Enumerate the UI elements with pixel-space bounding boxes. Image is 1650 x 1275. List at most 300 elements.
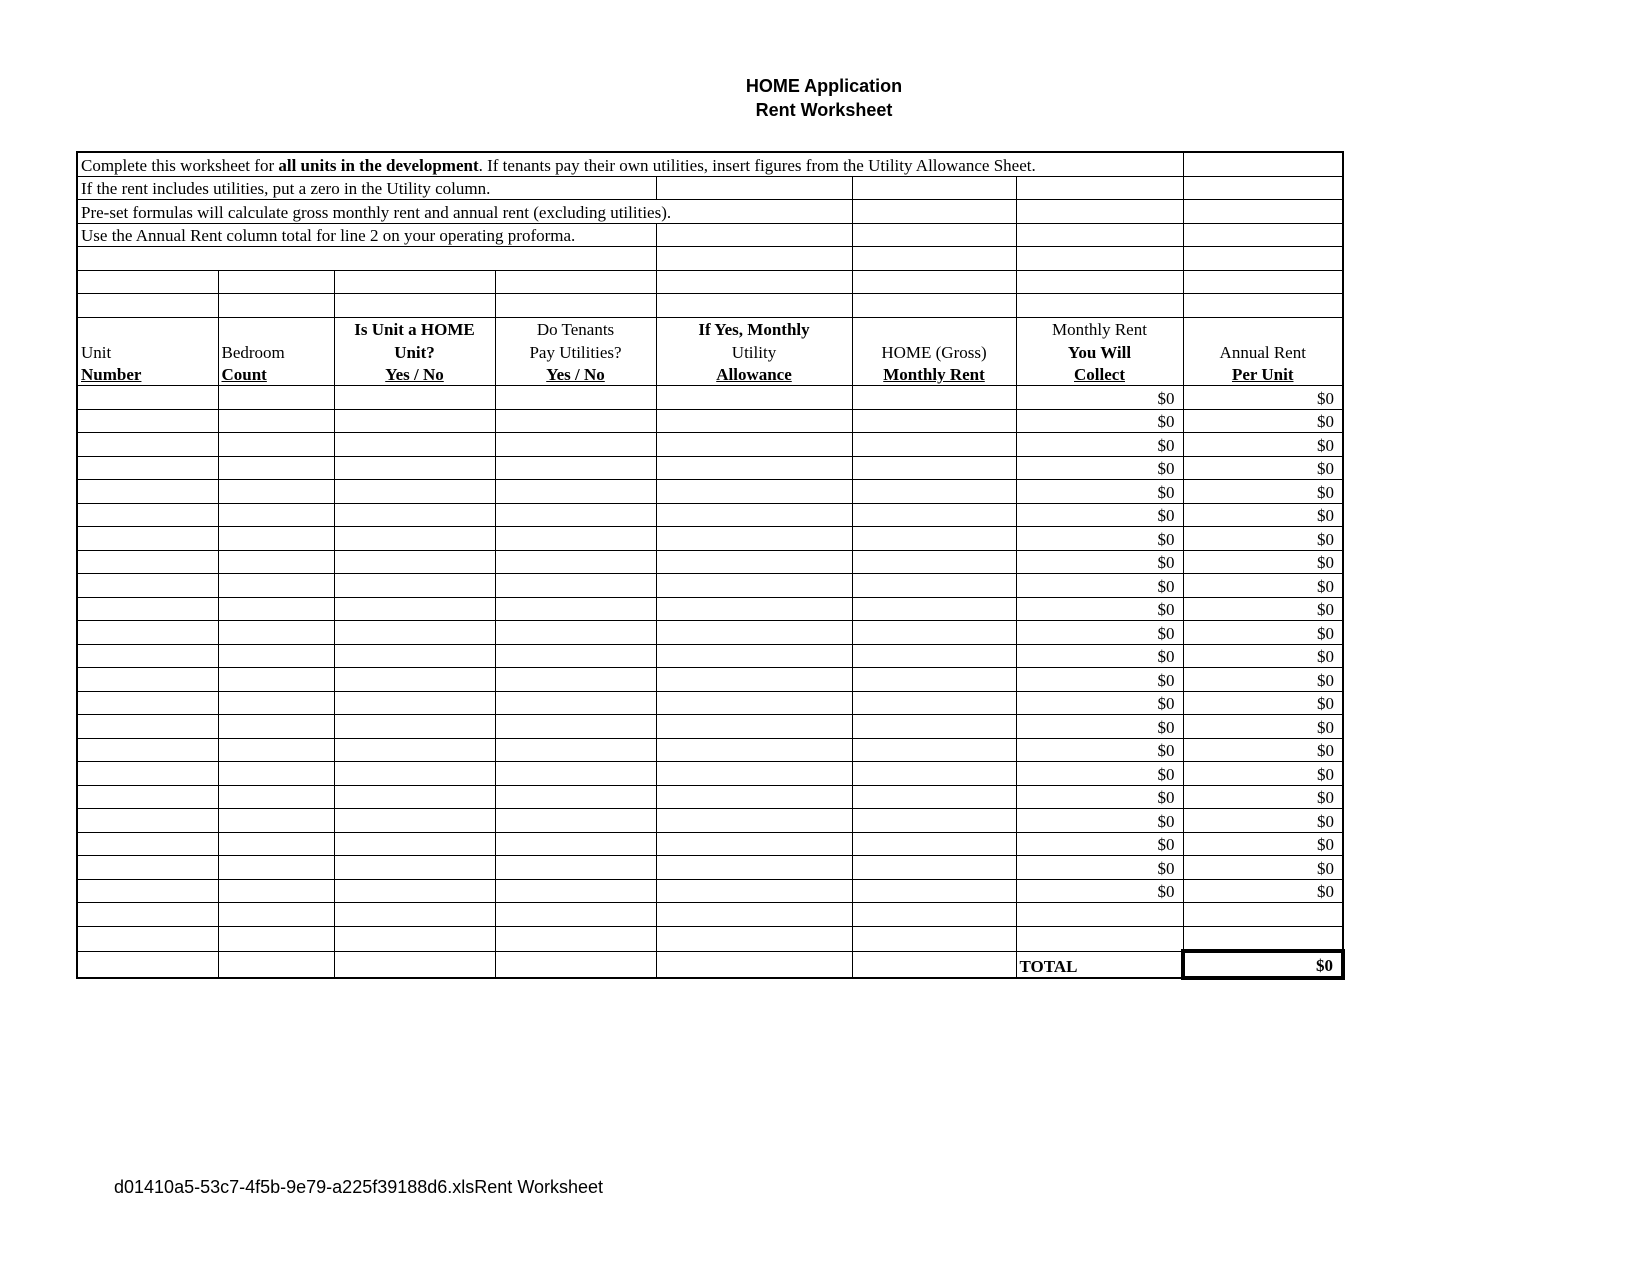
input-cell[interactable]	[852, 762, 1016, 786]
table-row	[77, 433, 1343, 457]
input-cell[interactable]	[77, 503, 218, 527]
cell[interactable]	[77, 951, 218, 978]
cell[interactable]	[656, 951, 852, 978]
annual-value: $0	[1183, 527, 1343, 551]
input-cell[interactable]	[334, 644, 495, 668]
unit-header-2: Number	[77, 363, 218, 386]
collect-value: $0	[1016, 738, 1183, 762]
cell[interactable]	[1183, 926, 1343, 951]
table-row	[77, 597, 1343, 621]
cell[interactable]	[1016, 200, 1183, 224]
total-label: TOTAL	[1016, 951, 1183, 978]
input-cell[interactable]	[495, 668, 656, 692]
table-row	[77, 809, 1343, 833]
input-cell[interactable]	[334, 832, 495, 856]
input-cell[interactable]	[77, 832, 218, 856]
table-row	[77, 527, 1343, 551]
input-cell[interactable]	[77, 668, 218, 692]
collect-value: $0	[1016, 433, 1183, 457]
header-cell	[77, 317, 218, 340]
input-cell[interactable]	[334, 574, 495, 598]
input-cell[interactable]	[656, 386, 852, 410]
cell[interactable]	[1016, 176, 1183, 200]
input-cell[interactable]	[495, 644, 656, 668]
annual-value: $0	[1183, 503, 1343, 527]
input-cell[interactable]	[77, 785, 218, 809]
spacer-row	[77, 294, 1343, 318]
input-cell[interactable]	[656, 832, 852, 856]
input-cell[interactable]	[495, 809, 656, 833]
spacer-row	[77, 247, 1343, 271]
input-cell[interactable]	[218, 480, 334, 504]
input-cell[interactable]	[77, 456, 218, 480]
input-cell[interactable]	[656, 597, 852, 621]
input-cell[interactable]	[218, 574, 334, 598]
table-row	[77, 456, 1343, 480]
input-cell[interactable]	[77, 879, 218, 903]
input-cell[interactable]	[495, 480, 656, 504]
input-cell[interactable]	[334, 409, 495, 433]
input-cell[interactable]	[218, 456, 334, 480]
input-cell[interactable]	[852, 433, 1016, 457]
cell[interactable]	[1183, 152, 1343, 176]
allowance-header-3: Allowance	[656, 363, 852, 386]
input-cell[interactable]	[852, 738, 1016, 762]
gross-header-2: Monthly Rent	[852, 363, 1016, 386]
input-cell[interactable]	[495, 550, 656, 574]
input-cell[interactable]	[218, 879, 334, 903]
input-cell[interactable]	[495, 433, 656, 457]
input-cell[interactable]	[495, 738, 656, 762]
input-cell[interactable]	[334, 785, 495, 809]
input-cell[interactable]	[656, 738, 852, 762]
input-cell[interactable]	[218, 715, 334, 739]
input-cell[interactable]	[495, 715, 656, 739]
cell[interactable]	[1183, 176, 1343, 200]
header-cell	[852, 317, 1016, 340]
header-cell	[1183, 317, 1343, 340]
input-cell[interactable]	[334, 809, 495, 833]
input-cell[interactable]	[218, 503, 334, 527]
input-cell[interactable]	[656, 668, 852, 692]
annual-value: $0	[1183, 668, 1343, 692]
table-row	[77, 668, 1343, 692]
annual-value: $0	[1183, 691, 1343, 715]
cell[interactable]	[218, 926, 334, 951]
annual-value: $0	[1183, 480, 1343, 504]
input-cell[interactable]	[77, 597, 218, 621]
cell[interactable]	[334, 903, 495, 927]
annual-value: $0	[1183, 409, 1343, 433]
cell[interactable]	[1016, 223, 1183, 247]
spacer-row	[77, 926, 1343, 951]
collect-value: $0	[1016, 503, 1183, 527]
annual-value: $0	[1183, 738, 1343, 762]
cell[interactable]	[334, 270, 495, 294]
allowance-header-1: If Yes, Monthly	[656, 317, 852, 340]
input-cell[interactable]	[218, 597, 334, 621]
input-cell[interactable]	[656, 856, 852, 880]
cell[interactable]	[852, 926, 1016, 951]
cell[interactable]	[1016, 926, 1183, 951]
input-cell[interactable]	[656, 621, 852, 645]
annual-value: $0	[1183, 597, 1343, 621]
input-cell[interactable]	[77, 644, 218, 668]
page-title	[0, 74, 1650, 122]
annual-value: $0	[1183, 644, 1343, 668]
home-unit-header-3: Yes / No	[334, 363, 495, 386]
cell[interactable]	[852, 223, 1016, 247]
input-cell[interactable]	[495, 856, 656, 880]
input-cell[interactable]	[334, 527, 495, 551]
table-row	[77, 738, 1343, 762]
collect-value: $0	[1016, 621, 1183, 645]
cell[interactable]	[1016, 270, 1183, 294]
cell[interactable]	[1016, 903, 1183, 927]
input-cell[interactable]	[852, 480, 1016, 504]
input-cell[interactable]	[495, 409, 656, 433]
input-cell[interactable]	[334, 480, 495, 504]
cell[interactable]	[852, 270, 1016, 294]
cell[interactable]	[495, 294, 656, 318]
input-cell[interactable]	[656, 456, 852, 480]
annual-value: $0	[1183, 456, 1343, 480]
input-cell[interactable]	[495, 879, 656, 903]
input-cell[interactable]	[218, 762, 334, 786]
input-cell[interactable]	[495, 386, 656, 410]
instruction-line-4: Use the Annual Rent column total for line 2 on your operating proforma.	[77, 223, 656, 247]
home-unit-header-1: Is Unit a HOME	[334, 317, 495, 340]
annual-header-2: Per Unit	[1183, 363, 1343, 386]
input-cell[interactable]	[852, 386, 1016, 410]
input-cell[interactable]	[656, 691, 852, 715]
table-row	[77, 644, 1343, 668]
header-row-1	[77, 317, 1343, 340]
collect-value: $0	[1016, 715, 1183, 739]
table-row	[77, 715, 1343, 739]
table-row	[77, 832, 1343, 856]
title-line-2: Rent Worksheet	[755, 100, 893, 120]
annual-value: $0	[1183, 386, 1343, 410]
input-cell[interactable]	[656, 433, 852, 457]
input-cell[interactable]	[495, 456, 656, 480]
input-cell[interactable]	[218, 809, 334, 833]
annual-value: $0	[1183, 550, 1343, 574]
input-cell[interactable]	[77, 433, 218, 457]
cell[interactable]	[495, 926, 656, 951]
input-cell[interactable]	[656, 785, 852, 809]
collect-value: $0	[1016, 409, 1183, 433]
table-row	[77, 879, 1343, 903]
input-cell[interactable]	[77, 738, 218, 762]
header-row-3	[77, 363, 1343, 386]
input-cell[interactable]	[334, 668, 495, 692]
input-cell[interactable]	[77, 856, 218, 880]
cell[interactable]	[1183, 270, 1343, 294]
table-row	[77, 762, 1343, 786]
collect-value: $0	[1016, 762, 1183, 786]
table-row	[77, 691, 1343, 715]
collect-value: $0	[1016, 668, 1183, 692]
collect-value: $0	[1016, 480, 1183, 504]
input-cell[interactable]	[77, 480, 218, 504]
input-cell[interactable]	[656, 480, 852, 504]
input-cell[interactable]	[334, 691, 495, 715]
cell[interactable]	[852, 903, 1016, 927]
input-cell[interactable]	[334, 386, 495, 410]
annual-value: $0	[1183, 856, 1343, 880]
input-cell[interactable]	[218, 785, 334, 809]
table-row	[77, 409, 1343, 433]
cell[interactable]	[77, 926, 218, 951]
unit-header-1: Unit	[77, 340, 218, 363]
collect-header-2: You Will	[1016, 340, 1183, 363]
annual-value: $0	[1183, 574, 1343, 598]
instruction-line-3: Pre-set formulas will calculate gross monthly rent and annual rent (excluding utilities).	[77, 200, 852, 224]
input-cell[interactable]	[852, 621, 1016, 645]
collect-value: $0	[1016, 691, 1183, 715]
input-cell[interactable]	[852, 668, 1016, 692]
input-cell[interactable]	[852, 832, 1016, 856]
cell[interactable]	[334, 926, 495, 951]
home-unit-header-2: Unit?	[334, 340, 495, 363]
instruction-row-1	[77, 152, 1343, 176]
cell[interactable]	[656, 926, 852, 951]
input-cell[interactable]	[77, 527, 218, 551]
input-cell[interactable]	[218, 738, 334, 762]
header-row-2	[77, 340, 1343, 363]
table-row	[77, 574, 1343, 598]
input-cell[interactable]	[218, 644, 334, 668]
annual-value: $0	[1183, 433, 1343, 457]
input-cell[interactable]	[218, 527, 334, 551]
total-row	[77, 951, 1343, 978]
input-cell[interactable]	[495, 621, 656, 645]
cell[interactable]	[495, 270, 656, 294]
input-cell[interactable]	[852, 691, 1016, 715]
input-cell[interactable]	[656, 644, 852, 668]
input-cell[interactable]	[495, 597, 656, 621]
spacer-row	[77, 903, 1343, 927]
title-line-1: HOME Application	[745, 76, 903, 96]
input-cell[interactable]	[334, 456, 495, 480]
input-cell[interactable]	[334, 856, 495, 880]
input-cell[interactable]	[656, 527, 852, 551]
annual-header-1: Annual Rent	[1183, 340, 1343, 363]
cell[interactable]	[656, 270, 852, 294]
input-cell[interactable]	[77, 574, 218, 598]
cell[interactable]	[1183, 903, 1343, 927]
input-cell[interactable]	[852, 715, 1016, 739]
collect-value: $0	[1016, 856, 1183, 880]
collect-value: $0	[1016, 644, 1183, 668]
annual-value: $0	[1183, 715, 1343, 739]
collect-value: $0	[1016, 527, 1183, 551]
collect-value: $0	[1016, 456, 1183, 480]
instruction-line-1: Complete this worksheet for all units in the development. If tenants pay their own utilities, insert figures from the Utility Allowance Sheet.	[77, 152, 1183, 176]
cell[interactable]	[656, 176, 852, 200]
cell[interactable]	[218, 294, 334, 318]
input-cell[interactable]	[77, 550, 218, 574]
bedroom-header-1: Bedroom	[218, 340, 334, 363]
collect-header-3: Collect	[1016, 363, 1183, 386]
input-cell[interactable]	[852, 574, 1016, 598]
input-cell[interactable]	[77, 809, 218, 833]
input-cell[interactable]	[495, 503, 656, 527]
input-cell[interactable]	[656, 879, 852, 903]
cell[interactable]	[852, 176, 1016, 200]
input-cell[interactable]	[218, 856, 334, 880]
total-value: $0	[1183, 951, 1343, 978]
instruction-row-3	[77, 200, 1343, 224]
collect-value: $0	[1016, 574, 1183, 598]
collect-value: $0	[1016, 809, 1183, 833]
cell[interactable]	[852, 200, 1016, 224]
input-cell[interactable]	[77, 691, 218, 715]
annual-value: $0	[1183, 809, 1343, 833]
input-cell[interactable]	[656, 503, 852, 527]
header-cell	[218, 317, 334, 340]
input-cell[interactable]	[656, 574, 852, 598]
input-cell[interactable]	[656, 762, 852, 786]
input-cell[interactable]	[218, 433, 334, 457]
input-cell[interactable]	[495, 691, 656, 715]
input-cell[interactable]	[334, 715, 495, 739]
input-cell[interactable]	[334, 762, 495, 786]
input-cell[interactable]	[334, 621, 495, 645]
input-cell[interactable]	[495, 832, 656, 856]
input-cell[interactable]	[334, 503, 495, 527]
cell[interactable]	[77, 247, 656, 271]
input-cell[interactable]	[218, 691, 334, 715]
cell[interactable]	[1016, 247, 1183, 271]
input-cell[interactable]	[852, 597, 1016, 621]
input-cell[interactable]	[218, 386, 334, 410]
annual-value: $0	[1183, 621, 1343, 645]
cell[interactable]	[852, 247, 1016, 271]
cell[interactable]	[495, 903, 656, 927]
cell[interactable]	[1183, 294, 1343, 318]
input-cell[interactable]	[656, 715, 852, 739]
input-cell[interactable]	[218, 668, 334, 692]
input-cell[interactable]	[852, 456, 1016, 480]
collect-value: $0	[1016, 879, 1183, 903]
cell[interactable]	[852, 294, 1016, 318]
cell[interactable]	[656, 903, 852, 927]
footer-filename: d01410a5-53c7-4f5b-9e79-a225f39188d6.xlsRent Worksheet	[114, 1177, 604, 1197]
cell[interactable]	[218, 903, 334, 927]
cell[interactable]	[1016, 294, 1183, 318]
collect-header-1: Monthly Rent	[1016, 317, 1183, 340]
cell[interactable]	[852, 951, 1016, 978]
input-cell[interactable]	[852, 550, 1016, 574]
utilities-header-1: Do Tenants	[495, 317, 656, 340]
input-cell[interactable]	[852, 809, 1016, 833]
input-cell[interactable]	[334, 550, 495, 574]
cell[interactable]	[77, 294, 218, 318]
input-cell[interactable]	[334, 433, 495, 457]
input-cell[interactable]	[334, 879, 495, 903]
input-cell[interactable]	[656, 809, 852, 833]
table-row	[77, 621, 1343, 645]
input-cell[interactable]	[218, 621, 334, 645]
table-row	[77, 503, 1343, 527]
annual-value: $0	[1183, 832, 1343, 856]
annual-value: $0	[1183, 785, 1343, 809]
input-cell[interactable]	[656, 550, 852, 574]
cell[interactable]	[334, 294, 495, 318]
input-cell[interactable]	[852, 879, 1016, 903]
input-cell[interactable]	[218, 550, 334, 574]
cell[interactable]	[656, 294, 852, 318]
input-cell[interactable]	[495, 785, 656, 809]
cell[interactable]	[1183, 247, 1343, 271]
input-cell[interactable]	[77, 386, 218, 410]
cell[interactable]	[656, 247, 852, 271]
cell[interactable]	[656, 223, 852, 247]
allowance-header-2: Utility	[656, 340, 852, 363]
input-cell[interactable]	[334, 738, 495, 762]
input-cell[interactable]	[656, 409, 852, 433]
input-cell[interactable]	[334, 597, 495, 621]
cell[interactable]	[218, 270, 334, 294]
collect-value: $0	[1016, 597, 1183, 621]
table-row	[77, 480, 1343, 504]
gross-header-1: HOME (Gross)	[852, 340, 1016, 363]
input-cell[interactable]	[77, 762, 218, 786]
input-cell[interactable]	[218, 409, 334, 433]
cell[interactable]	[218, 951, 334, 978]
input-cell[interactable]	[852, 785, 1016, 809]
input-cell[interactable]	[495, 762, 656, 786]
input-cell[interactable]	[852, 856, 1016, 880]
input-cell[interactable]	[77, 715, 218, 739]
input-cell[interactable]	[852, 503, 1016, 527]
utilities-header-3: Yes / No	[495, 363, 656, 386]
cell[interactable]	[1183, 200, 1343, 224]
annual-value: $0	[1183, 762, 1343, 786]
collect-value: $0	[1016, 785, 1183, 809]
cell[interactable]	[1183, 223, 1343, 247]
table-row	[77, 386, 1343, 410]
cell[interactable]	[77, 903, 218, 927]
input-cell[interactable]	[218, 832, 334, 856]
cell[interactable]	[77, 270, 218, 294]
collect-value: $0	[1016, 386, 1183, 410]
input-cell[interactable]	[77, 621, 218, 645]
bedroom-header-2: Count	[218, 363, 334, 386]
table-row	[77, 550, 1343, 574]
annual-value: $0	[1183, 879, 1343, 903]
input-cell[interactable]	[852, 644, 1016, 668]
instruction-line-2: If the rent includes utilities, put a zero in the Utility column.	[77, 176, 656, 200]
input-cell[interactable]	[852, 527, 1016, 551]
input-cell[interactable]	[495, 527, 656, 551]
cell[interactable]	[495, 951, 656, 978]
collect-value: $0	[1016, 550, 1183, 574]
instruction-row-4	[77, 223, 1343, 247]
spacer-row	[77, 270, 1343, 294]
instruction-row-2	[77, 176, 1343, 200]
cell[interactable]	[334, 951, 495, 978]
input-cell[interactable]	[495, 574, 656, 598]
table-row	[77, 856, 1343, 880]
input-cell[interactable]	[852, 409, 1016, 433]
table-row	[77, 785, 1343, 809]
collect-value: $0	[1016, 832, 1183, 856]
input-cell[interactable]	[77, 409, 218, 433]
utilities-header-2: Pay Utilities?	[495, 340, 656, 363]
